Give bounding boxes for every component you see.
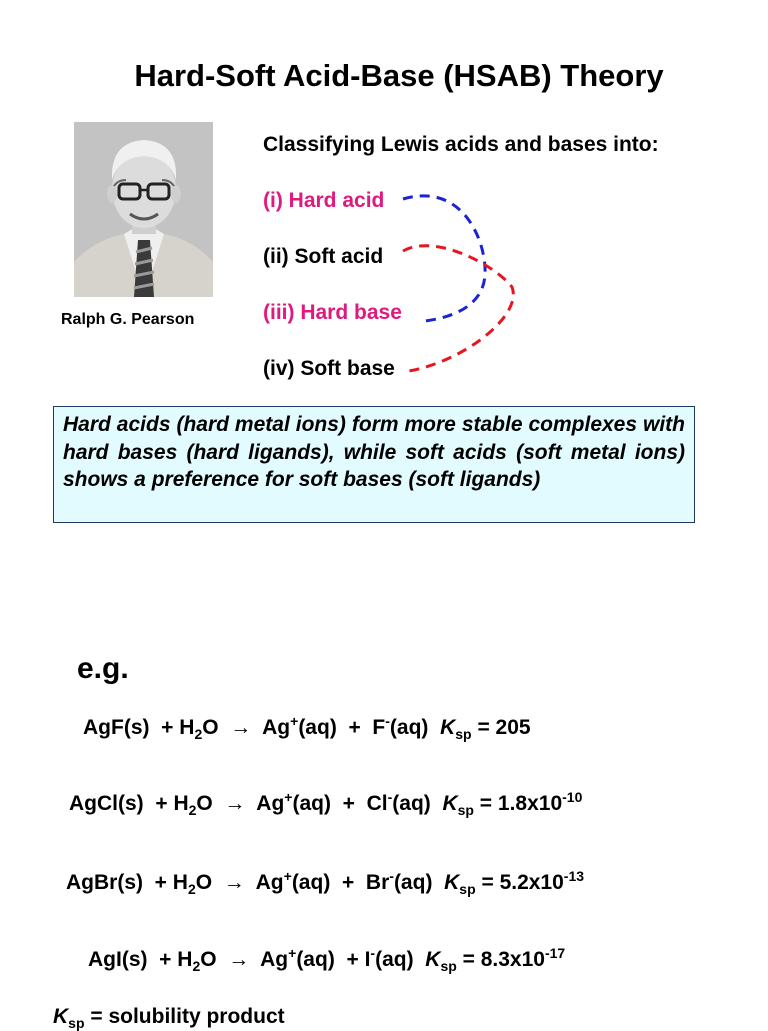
halide: I [364, 948, 371, 971]
ksp-value: 205 [495, 716, 531, 739]
example-label: e.g. [77, 652, 129, 685]
ksp-symbol: K [53, 1005, 69, 1028]
hsab-statement-box: Hard acids (hard metal ions) form more stable complexes with hard bases (hard ligands), while soft acids (soft metal ions) shows a preference for soft bases (soft ligands) [53, 406, 695, 523]
equation-agcl: AgCl(s) + $H_2O \to Ag^+(aq) + Cl^-(aq) K_{sp} = 1.8x10^{-10}$ [69, 789, 583, 819]
portrait-illustration [74, 122, 213, 297]
salt: AgBr(s) [66, 871, 143, 894]
class-soft-acid: (ii) Soft acid [263, 245, 384, 268]
salt: AgI(s) [88, 948, 148, 971]
ksp-subscript: sp [68, 1015, 85, 1031]
halide: Cl [366, 792, 388, 815]
portrait-photo [74, 122, 213, 297]
equation-agbr: AgBr(s) + $H_2O \to Ag^+(aq) + Br^-(aq) K_{sp} = 5.2x10^{-13}$ [66, 868, 585, 898]
salt: AgCl(s) [69, 792, 144, 815]
ksp-value: 5.2x10 [499, 871, 564, 894]
photo-caption: Ralph G. Pearson [61, 311, 195, 328]
ksp-footnote [53, 1005, 285, 1029]
halide: F [372, 716, 386, 739]
ksp-exponent: -10 [562, 789, 583, 805]
ksp-definition: = solubility product [84, 1005, 285, 1028]
class-hard-acid: (i) Hard acid [263, 189, 385, 212]
ksp-exponent: -13 [563, 868, 585, 884]
salt: AgF(s) [83, 716, 150, 739]
ksp-value: 8.3x10 [480, 948, 545, 971]
ksp-exponent: -17 [544, 945, 566, 961]
page-title: Hard-Soft Acid-Base (HSAB) Theory [134, 58, 664, 93]
pairing-connectors [395, 185, 525, 385]
soft-pair-connector [403, 246, 513, 371]
halide: Br [365, 871, 390, 894]
class-hard-base: (iii) Hard base [263, 301, 402, 324]
equation-agi: $AgI(s) + H_2O \to Ag^+(aq) + I^-(aq) K_{sp} = 8.3x10^{-17}$ [88, 945, 566, 975]
equation-agf: $AgF(s) + H_2O \to Ag^+(aq) + F^-(aq) K_{sp} = 205$ [83, 713, 531, 743]
ksp-value: 1.8x10 [497, 792, 563, 815]
class-soft-base: (iv) Soft base [263, 357, 395, 380]
classification-intro: Classifying Lewis acids and bases into: [263, 133, 659, 156]
